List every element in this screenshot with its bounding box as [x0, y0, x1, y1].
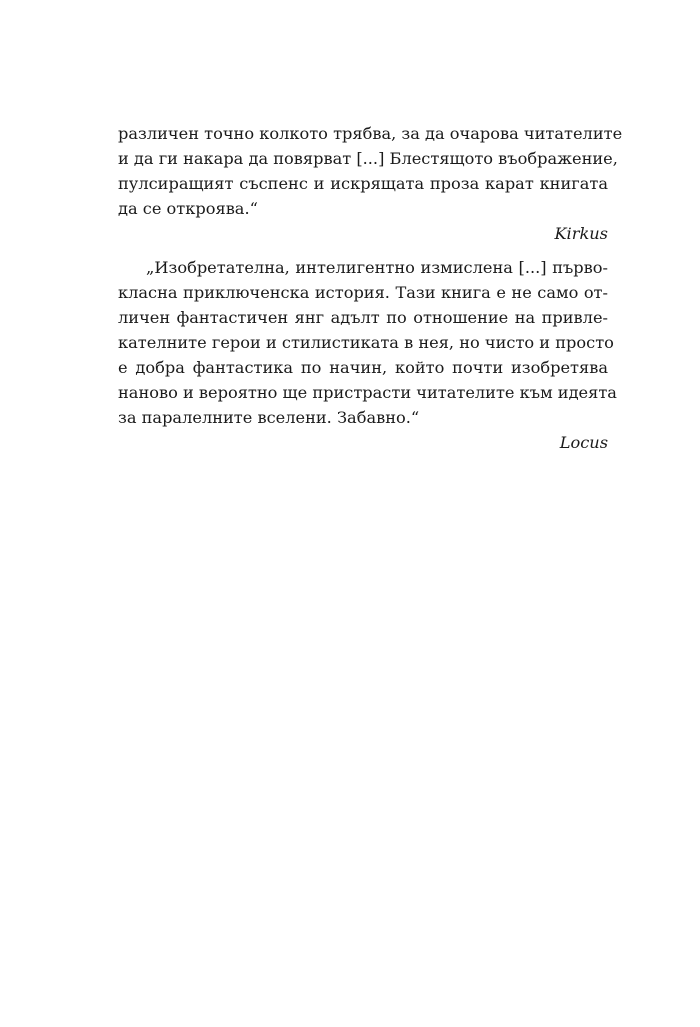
quote-source: Kirkus — [554, 224, 608, 243]
quote-source: Locus — [559, 433, 608, 452]
quote-line: „Изобретателна, интелигентно измислена [...] първо- — [146, 258, 608, 277]
quote-line: наново и вероятно ще пристрасти читателите към идеята — [118, 383, 617, 402]
review-quote-kirkus — [118, 121, 623, 246]
quote-line: и да ги накара да повярват [...] Блестящото въображение, — [118, 149, 618, 168]
quote-line: различен точно колкото трябва, за да очарова читателите — [118, 124, 623, 143]
quote-line: за паралелните вселени. Забавно.“ — [118, 408, 420, 427]
review-quote-locus — [118, 255, 617, 455]
quote-line: е добра фантастика по начин, който почти изобретява — [118, 358, 608, 377]
quote-line: пулсиращият съспенс и искрящата проза карат книгата — [118, 174, 608, 193]
quote-line: кателните герои и стилистиката в нея, но чисто и просто — [118, 333, 614, 352]
quote-line: класна приключенска история. Тази книга е не само от- — [118, 283, 608, 302]
quote-line: личен фантастичен янг адълт по отношение на привле- — [118, 308, 608, 327]
quote-line: да се откроява.“ — [118, 199, 258, 218]
